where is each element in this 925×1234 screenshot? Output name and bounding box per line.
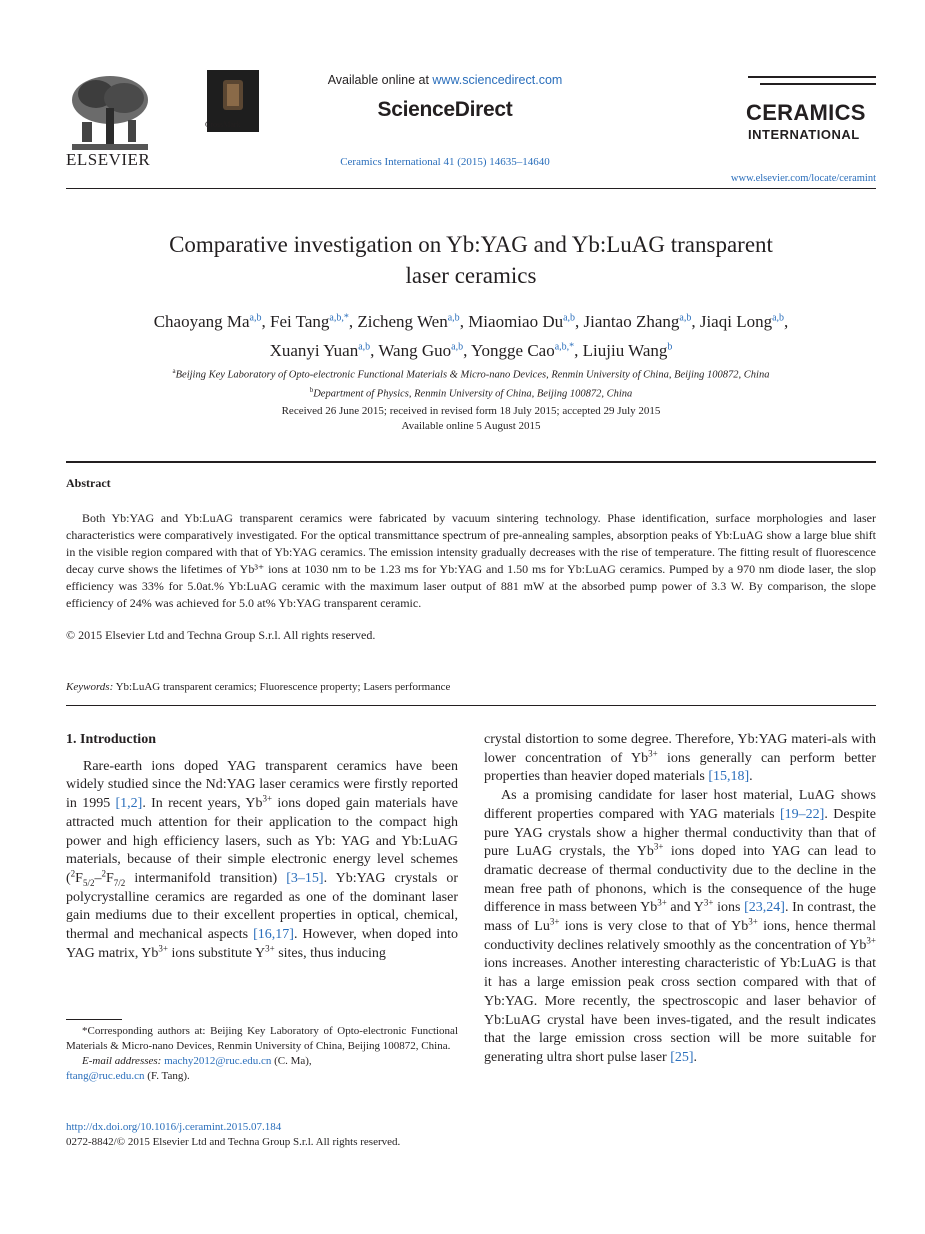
author-name: Zicheng Wen [357, 311, 448, 331]
author-affiliation-mark[interactable]: a,b [563, 312, 576, 323]
citation-link[interactable]: [25] [670, 1049, 694, 1065]
footnotes [66, 1024, 458, 1084]
available-prefix: Available online at [327, 73, 433, 87]
email-footnote [66, 1054, 458, 1069]
author-name: Yongge Cao [470, 341, 555, 361]
body-left-column [66, 731, 458, 963]
journal-logo-rule [760, 83, 876, 85]
doi-link[interactable]: http://dx.doi.org/10.1016/j.ceramint.2015.07.184 [66, 1121, 282, 1133]
author-separator: , [348, 311, 358, 331]
citation-link[interactable]: [15,18] [708, 769, 750, 785]
author-name: Miaomiao Du [468, 311, 564, 331]
elsevier-tree-logo [66, 72, 154, 152]
affiliation-a [66, 364, 876, 383]
affiliation-text: Beijing Key Laboratory of Opto-electronic Functional Materials & Micro-nano Devices, Renmin University of China, Beijing 100872, China [175, 369, 770, 381]
journal-citation[interactable]: Ceramics International 41 (2015) 14635–14640 [340, 156, 550, 168]
doi-block [66, 1120, 400, 1150]
author-line [270, 341, 673, 360]
online-date: Available online 5 August 2015 [401, 420, 541, 432]
body-right-column [484, 731, 876, 1068]
affiliation-mark: a [172, 367, 176, 375]
author-separator: , [575, 311, 584, 331]
keywords [66, 681, 450, 693]
author-separator: , [691, 311, 700, 331]
author-name: Fei Tang [269, 311, 330, 331]
journal-subtitle: INTERNATIONAL [748, 127, 860, 142]
keywords-label: Keywords: [66, 681, 114, 693]
title-line: Comparative investigation on Yb:YAG and Yb:LuAG transparent [169, 232, 773, 257]
author-affiliation-mark[interactable]: a,b,* [329, 312, 349, 323]
author-separator: , [463, 341, 471, 361]
author-affiliation-mark[interactable]: a,b [249, 312, 262, 323]
author-name: Jiantao Zhang [583, 311, 680, 331]
publisher-logo-text: ELSEVIER [66, 150, 151, 169]
crossmark-label: CrossMark [205, 120, 241, 129]
author-affiliation-mark[interactable]: a,b [679, 312, 692, 323]
article-title [66, 229, 876, 291]
keywords-rule [66, 705, 876, 706]
email-owner: (C. Ma), [271, 1055, 312, 1067]
author-affiliation-mark[interactable]: a,b [772, 312, 785, 323]
email-label: E-mail addresses: [82, 1055, 162, 1067]
author-name: Jiaqi Long [699, 311, 773, 331]
email-owner: (F. Tang). [144, 1070, 190, 1082]
citation-link[interactable]: [1,2] [115, 796, 143, 812]
author-separator: , [370, 341, 379, 361]
author-affiliation-mark[interactable]: b [667, 341, 673, 353]
paragraph: crystal distortion to some degree. Therefore, Yb:YAG materi-als with lower concentration of $Yb^{3+}$ ions generally can perform better properties than heavier doped materials [15,18]. [484, 732, 876, 785]
author-affiliation-mark[interactable]: a,b [447, 312, 460, 323]
footnote-rule [66, 1019, 122, 1020]
email-link[interactable]: machy2012@ruc.edu.cn [164, 1055, 272, 1067]
available-online-line [300, 73, 590, 87]
author-separator: , [784, 311, 789, 331]
journal-logo-rule [748, 76, 876, 78]
email-link[interactable]: ftang@ruc.edu.cn [66, 1070, 145, 1082]
author-line [154, 312, 789, 331]
citation-link[interactable]: [16,17] [253, 927, 294, 943]
citation-link[interactable]: [19–22] [780, 806, 825, 822]
paragraph: As a promising candidate for laser host material, LuAG shows different properties compared with YAG materials [19–22]. Despite pure YAG crystals show a higher thermal conductivity than that of pure LuAG crystals, the $Yb^{3+}$ ions doped into YAG can lead to dramatic decrease of thermal conductivity due to the decline in the mean free path of phonons, which is the consequence of the huge difference in mass between $Yb^{3+}$ and $Y^{3+}$ ions [23,24]. In contrast, the mass of $Lu^{3+}$ ions is very close to that of $Yb^{3+}$ ions, hence thermal conductivity declines relatively smoothly as the concentration of $Yb^{3+}$ ions increases. Another interesting characteristic of Yb:LuAG is that it has a large emission peak cross section compared with that of Yb:YAG. More recently, the spectroscopic and laser behavior of Yb:LuAG crystal have been inves-tigated, and the result indicates that the large emission cross section will be more suitable for generating ultra short pulse laser [25]. [484, 788, 877, 1065]
issn-line: 0272-8842/© 2015 Elsevier Ltd and Techna Group S.r.l. All rights reserved. [66, 1136, 401, 1148]
corresponding-footnote: *Corresponding authors at: Beijing Key Laboratory of Opto-electronic Functional Materials & Micro-nano Devices, Renmin University of China, Beijing 100872, China. [66, 1025, 458, 1052]
keywords-text: Yb:LuAG transparent ceramics; Fluorescence property; Lasers performance [113, 681, 451, 693]
received-dates: Received 26 June 2015; received in revised form 18 July 2015; accepted 29 July 2015 [281, 405, 661, 417]
crossmark-glyph-icon [207, 70, 259, 120]
author-separator: , [261, 311, 270, 331]
author-affiliation-mark[interactable]: a,b,* [554, 341, 575, 353]
abstract-heading: Abstract [66, 476, 111, 490]
citation-link[interactable]: [23,24] [744, 900, 785, 916]
sciencedirect-brand: ScienceDirect [377, 98, 513, 121]
affiliation-b [66, 383, 876, 402]
author-list [66, 305, 876, 364]
author-name: Liujiu Wang [582, 341, 668, 361]
abstract-text: Both Yb:YAG and Yb:LuAG transparent ceramics were fabricated by vacuum sintering technology. Phase identification, surface morphologies and laser characteristics were comparatively investigated. For the optical transmittance spectrum of pre-annealing samples, absorption peaks of Yb:LuAG show a large blue shift in the visible region compared with that of Yb:YAG ceramics. The emission intensity gradually decreases with the rise of temperature. The fitting result of fluorescence decay curve shows the lifetimes of Yb³⁺ ions at 1030 nm to be 1.23 ms for Yb:YAG and 1.50 ms for Yb:LuAG ceramics. Pumped by a 970 nm diode laser, the slop efficiency was 33% for 5.0at.% Yb:LuAG ceramic with the maximum laser output of 881 mW at the absorbed pump power of 3.3 W. By comparison, the slope efficiency of 24% was achieved for 5.0 at% Yb:YAG transparent ceramic. [66, 511, 876, 610]
affiliation-mark: b [309, 385, 314, 394]
journal-url-link[interactable]: www.elsevier.com/locate/ceramint [730, 173, 876, 184]
abstract-top-rule [66, 461, 876, 463]
sciencedirect-link[interactable]: www.sciencedirect.com [432, 73, 563, 87]
author-name: Wang Guo [378, 341, 452, 361]
corresponding-text: Corresponding authors at: Beijing Key Laboratory of Opto-electronic Functional Materials & Micro-nano Devices, Renmin University of China, Beijing 100872, China. [66, 1025, 458, 1052]
affiliation-text: Department of Physics, Renmin University of China, Beijing 100872, China [313, 388, 633, 399]
affiliations [66, 364, 876, 401]
author-name: Xuanyi Yuan [269, 341, 359, 361]
author-separator: , [574, 341, 583, 361]
author-name: Chaoyang Ma [153, 311, 250, 331]
citation-link[interactable]: [3–15] [286, 870, 324, 886]
article-dates [66, 404, 876, 434]
header-divider [66, 188, 876, 189]
author-affiliation-mark[interactable]: a,b [358, 341, 371, 353]
section-heading: 1. Introduction [66, 732, 156, 747]
copyright-line: © 2015 Elsevier Ltd and Techna Group S.r.l. All rights reserved. [66, 628, 376, 642]
title-line: laser ceramics [405, 263, 537, 288]
journal-title: CERAMICS [746, 100, 866, 125]
email-footnote [66, 1069, 458, 1084]
paragraph: Rare-earth ions doped YAG transparent ceramics have been widely studied since the Nd:YAG laser ceramics were firstly reported in 1995 [1,2]. In recent years, $Yb^{3+}$ ions doped gain materials have attracted much attention for their application to the compact high power and high efficiency lasers, such as Yb: YAG and Yb:LuAG materials, because of their simple electronic energy level schemes ($^2F_{5/2}-^2F_{7/2}$ intermanifold transition) [3–15]. Yb:YAG crystals or polycrystalline ceramics are regarded as one of the dominant laser gain mediums due to their excellent properties in optical, chemical, thermal and mechanical aspects [16,17]. However, when doped into YAG matrix, $Yb^{3+}$ ions substitute $Y^{3+}$ sites, thus inducing [66, 758, 459, 961]
author-affiliation-mark[interactable]: a,b [451, 341, 464, 353]
author-separator: , [459, 311, 469, 331]
